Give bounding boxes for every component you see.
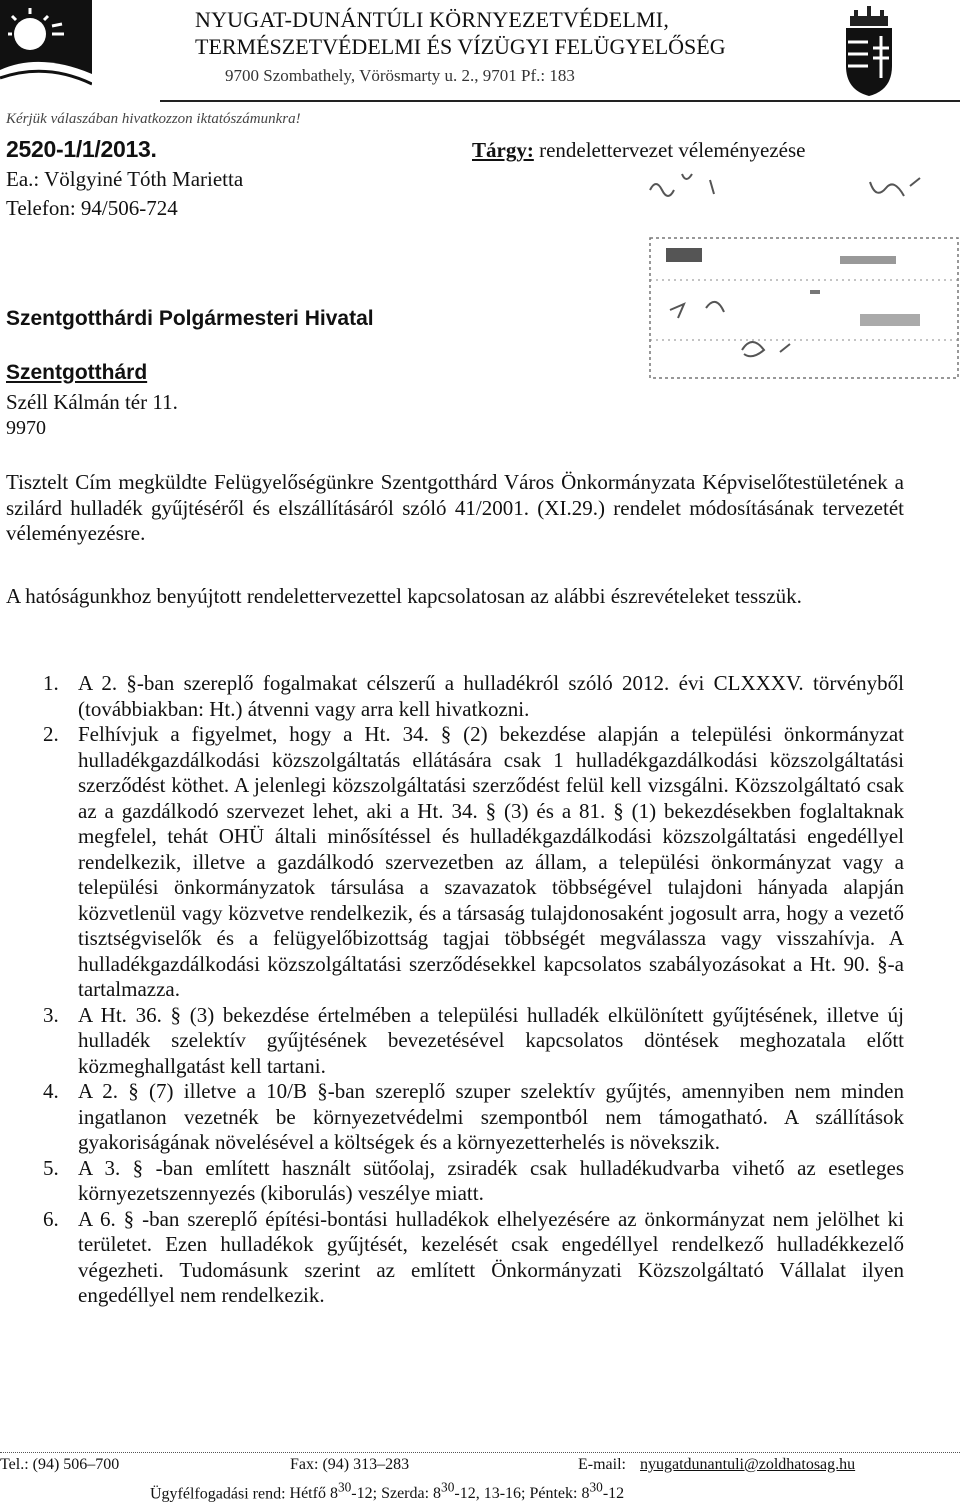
list-item-number: 4. [43,1079,59,1103]
list-item-number: 6. [43,1206,59,1231]
list-item-text: A 2. §-ban szereplő fogalmakat célszerű a hulladékról szóló 2012. évi CLXXXV. törvényből (továbbiakban: Ht.) átvenni vagy arra kell hivatkozni. [78,671,904,721]
hours-wednesday-sup: 30 [441,1480,455,1495]
list-item [6,671,904,722]
recipient-office: Szentgotthárdi Polgármesteri Hivatal [6,307,374,330]
hungarian-coat-of-arms-icon [842,6,896,98]
list-item-text: A Ht. 36. § (3) bekezdése értelmében a települési hulladék elkülönített gyűjtésének, illetve új hulladék szelektív gyűjtésének bevezetésével kapcsolatos döntések meghozatala előtt közmeghallgatást kell tartani. [78,1002,904,1078]
list-item-text: A 3. § -ban említett használt sütőolaj, zsiradék csak hulladékudvarba vihető az esetleges környezetszennyezés (kiborulás) veszélye miatt. [78,1155,904,1205]
reference-request: Kérjük válaszában hivatkozzon iktatószámunkra! [6,111,301,127]
footer-divider [0,1452,960,1453]
hours-monday-end: -12; [351,1485,378,1503]
list-item [6,1079,904,1156]
footer-contact [0,1456,960,1478]
agency-address: 9700 Szombathely, Vörösmarty u. 2., 9701 Pf.: 183 [225,66,575,85]
subject-label: Tárgy: [472,138,534,162]
footer-email-label: E-mail: [578,1456,626,1473]
hours-monday-day: Hétfő 8 [289,1485,338,1503]
footer-phone: Tel.: (94) 506–700 [0,1456,120,1473]
remarks-intro-paragraph: A hatóságunkhoz benyújtott rendelettervezettel kapcsolatosan az alábbi észrevételeket tesszük. [6,584,802,608]
agency-logo [0,0,92,92]
agency-name-line2: TERMÉSZETVÉDELMI ÉS VÍZÜGYI FELÜGYELŐSÉG [195,34,726,59]
list-item [6,1003,904,1080]
hours-monday [289,1480,378,1503]
hours-wednesday-end: -12, 13-16; [454,1485,526,1503]
case-handler: Ea.: Völgyiné Tóth Marietta [6,167,244,191]
intro-paragraph: Tisztelt Cím megküldte Felügyelőségünkre Szentgotthárd Város Önkormányzata Képviselőtestületének a szilárd hulladék gyűjtéséről és elszállításáról szóló 41/2001. (XI.29.) rendelet módosításának tervezetét véleményezésre. [6,470,904,545]
header-rule [160,100,960,102]
hours-friday-day: Péntek: 8 [529,1485,590,1503]
recipient-city: Szentgotthárd [6,361,148,384]
list-item [6,1207,904,1309]
list-item-number: 5. [43,1155,59,1180]
list-item-text: A 2. § (7) illetve a 10/B §-ban szereplő szuper szelektív gyűjtés, amennyiben nem minden ingatlanon vezetnék be környezetvédelmi szempontból nem támogatható. A szállítások gyakoriságának növelésével a költségek és a környezetterhelés is növekszik. [78,1079,904,1154]
footer-fax: Fax: (94) 313–283 [290,1456,410,1473]
handler-phone: Telefon: 94/506-724 [6,196,178,220]
list-item-number: 2. [43,722,59,746]
list-item-number: 1. [43,671,59,695]
list-item-text: A 6. § -ban szereplő építési-bontási hulladékok elhelyezésére az önkormányzat nem jelölhet ki területet. Ezen hulladékok gyűjtését, kezelését csak engedéllyel rendelkező hulladékkezelő végezheti. Tudomásunk szerint az említett Önkormányzati Közszolgáltató Vállalat ilyen engedéllyel nem rendelkezik. [78,1206,904,1307]
reference-number: 2520-1/1/2013. [6,136,157,162]
agency-name-line1: NYUGAT-DUNÁNTÚLI KÖRNYEZETVÉDELMI, [195,7,670,32]
recipient-street: Széll Kálmán tér 11. [6,390,178,414]
hours-monday-sup: 30 [337,1480,352,1495]
hours-wednesday [381,1480,526,1503]
list-item [6,1156,904,1207]
office-hours-label: Ügyfélfogadási rend: [150,1485,286,1503]
footer-email-link[interactable]: nyugatdunantuli@zoldhatosag.hu [640,1456,856,1473]
list-item-number: 3. [43,1002,59,1027]
hours-wednesday-day: Szerda: 8 [381,1485,442,1503]
received-stamp [610,160,960,400]
remarks-list [6,671,904,1309]
hours-friday [529,1480,625,1503]
office-hours [150,1480,624,1503]
hours-friday-end: -12 [602,1485,625,1503]
list-item-text: Felhívjuk a figyelmet, hogy a Ht. 34. § (2) bekezdése alapján a települési önkormányzat hulladékgazdálkodási közszolgáltatás ellátására csak 1 hulladékgazdálkodási közszolgáltatási szerződést köthet. A jelenlegi közszolgáltatási szerződést felül kell vizsgálni. Közszolgáltató csak az a gazdálkodó szervezet lehet, aki a Ht. 34. § (3) és a 81. § (1) bekezdésekben foglaltaknak megfelel, tehát OHÜ általi minősítéssel és hulladékgazdálkodási közszolgáltatási engedéllyel rendelkezik, illetve a gazdálkodó szervezetben az állam, a települési önkormányzat vagy a települési önkormányzatok társulása a szavazatok többségével tulajdoni hányada alapján közvetlenül vagy közvetve rendelkezik, és a társaság tulajdonosaként jogosult arra, hogy a vezető tisztségviselők és a felügyelőbizottság tagjai többségét megválassza vagy visszahívja. A hulladékgazdálkodási közszolgáltatási szerződésekkel kapcsolatos szabályozásokat a Ht. 90. §-a tartalmazza. [78,722,904,1001]
subject-text: rendelettervezet véleményezése [539,138,806,162]
list-item [6,722,904,1003]
hours-friday-sup: 30 [589,1480,603,1495]
recipient-zip: 9970 [6,417,46,439]
